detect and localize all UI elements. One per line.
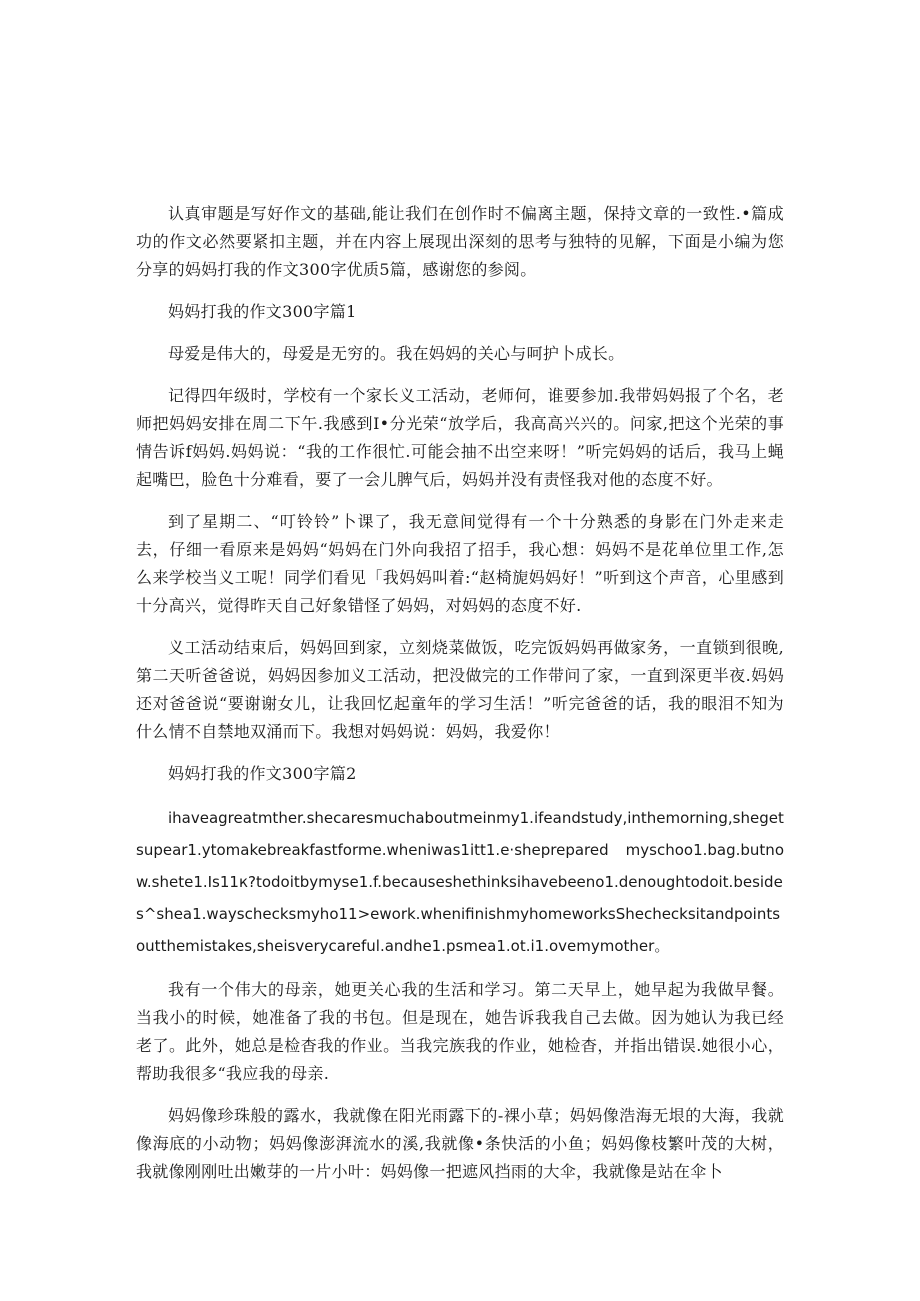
section-2-paragraph-2: 妈妈像珍珠般的露水，我就像在阳光雨露下的-裸小草；妈妈像浩海无垠的大海，我就像海底的小动物；妈妈像澎湃流水的溪,我就像•条快活的小鱼；妈妈像枝繁叶茂的大树，我就像刚刚吐出嫩芽的一片小叶：妈妈像一把遮风挡雨的大伞，我就像是站在伞卜 — [136, 1106, 784, 1181]
section-1-title: 妈妈打我的作文300字篇1 — [168, 302, 357, 321]
section-1-paragraph-1: 母爱是伟大的，母爱是无穷的。我在妈妈的关心与呵护卜成长。 — [168, 344, 625, 363]
section-1-paragraph-2: 记得四年级时，学校有一个家长义工活动，老师何，谁要参加.我带妈妈报了个名，老师把妈妈安排在周二下午.我感到I•分光荣“放学后，我高高兴兴的。问家,把这个光荣的事情告诉f妈妈.妈妈说：“我的工作很忙.可能会抽不出空来呀！”听完妈妈的话后，我马上蝇起嘴巴，脸色十分难看，要了一会儿脾气后，妈妈并没有责怪我对他的态度不好。 — [136, 386, 784, 489]
section-2-title: 妈妈打我的作文300字篇2 — [168, 764, 357, 783]
intro-paragraph: 认真审题是写好作文的基础,能让我们在创作时不偏离主题，保持文章的一致性.•篇成功的作文必然要紧扣主题，并在内容上展现出深刻的思考与独特的见解，下面是小编为您分享的妈妈打我的作文300字优质5篇，感谢您的参阅。 — [136, 204, 784, 279]
section-2-paragraph-1: 我有一个伟大的母亲，她更关心我的生活和学习。第二天早上，她早起为我做早餐。当我小的时候，她准备了我的书包。但是现在，她告诉我我自己去做。因为她认为我已经老了。此外，她总是检杳我的作业。当我完族我的作业，她检杳，并指出错误.她很小心，帮助我很多“我应我的母亲. — [136, 980, 784, 1083]
section-1-paragraph-4: 义工活动结束后，妈妈回到家，立刻烧菜做饭，吃完饭妈妈再做家务，一直锁到很晚,第二天听爸爸说，妈妈因参加义工活动，把没做完的工作带问了家，一直到深更半夜.妈妈还对爸爸说“要谢谢女儿，让我回忆起童年的学习生活！”听完爸爸的话，我的眼泪不知为什么情不自禁地双涌而下。我想对妈妈说：妈妈，我爱你！ — [136, 638, 784, 741]
section-2-english-paragraph: ihaveagreatmther.shecaresmuchaboutmeinmy1.ifeandstudy,inthemorning,shegetsupear1.ytomakebreakfastforme.wheniwas1itt1.e·sheprepared myschoo1.bag.butnow.shete1.Is11к?todoitbymyse1.f.becauseshethinksihavebeeno1.denoughtodoit.besides^shea1.wayschecksmyho11>ework.whenifinishmyhomeworksShechecksitandpointsoutthemistakes,sheisverycareful.andhe1.psmea1.ot.i1.ovemymother。 — [136, 809, 784, 955]
document-body — [136, 200, 784, 1186]
section-1-paragraph-3: 到了星期二、“叮铃铃”卜课了，我无意间觉得有一个十分熟悉的身影在门外走来走去，仔细一看原来是妈妈“妈妈在门外向我招了招手，我心想：妈妈不是花单位里工作,怎么来学校当义工呢！同学们看见「我妈妈叫着:“赵椅旎妈妈好！”听到这个声音，心里感到十分高兴，觉得昨天自己好象错怪了妈妈，对妈妈的态度不好. — [136, 512, 784, 615]
